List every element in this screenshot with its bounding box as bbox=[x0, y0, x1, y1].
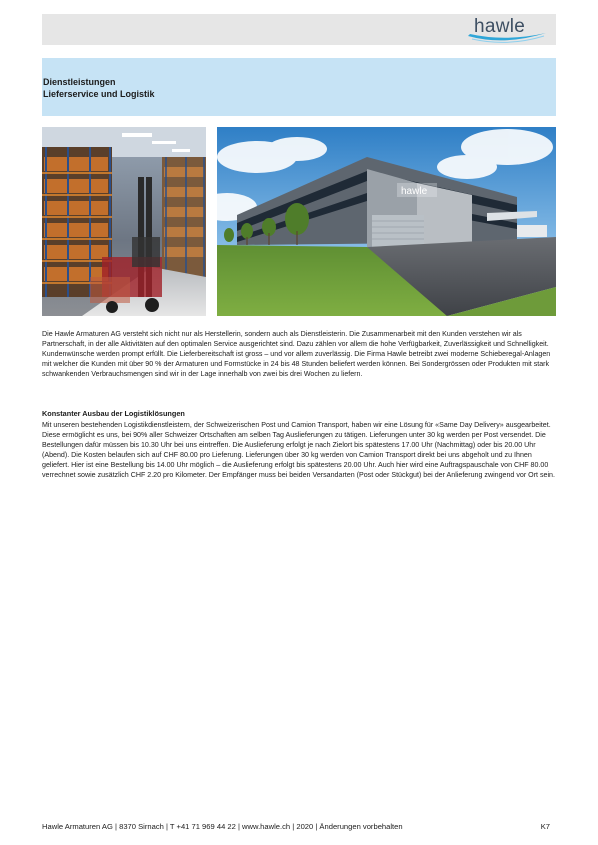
title-box bbox=[42, 58, 556, 116]
section-paragraph: Mit unseren bestehenden Logistikdienstleistern, der Schweizerischen Post und Camion Transport, haben wir eine Lösung für «Same Day Delivery» ausgearbeitet. Diese ermöglicht es uns, bei 90% aller Schweizer Ortschaften am selben Tag Auslieferungen zu tätigen. Lieferungen unter 30 kg werden per Post versendet. Die Bestellungen dafür müssen bis 10.30 Uhr bei uns eintreffen. Die Auslieferung erfolgt je nach Zielort bis spätestens 17.00 Uhr (Nachmittag) oder bis 20.00 Uhr (Abend). Die Kosten belaufen sich auf CHF 80.00 pro Lieferung. Lieferungen über 30 kg werden von Camion Transport direkt bei uns abgeholt und zu Ihnen geliefert. Hier ist eine Bestellung bis 14.00 Uhr möglich – die Auslieferung erfolgt bis spätestens 20.00 Uhr. Auch hier wird eine Auftragspauschale von CHF 80.00 verrechnet sowie zusätzlich CHF 2.20 pro Kilometer. Der Empfänger muss bei beiden Versandarten (Post oder Stückgut) bei der Anlieferung zwingend vor Ort sein. bbox=[42, 421, 555, 479]
warehouse-photo bbox=[42, 127, 206, 316]
hawle-logo bbox=[464, 16, 550, 43]
page-number: K7 bbox=[540, 822, 550, 831]
svg-text:hawle: hawle bbox=[401, 186, 428, 197]
page-header-bar bbox=[42, 14, 556, 45]
section-heading: Konstanter Ausbau der Logistiklösungen bbox=[42, 409, 185, 418]
page-title: Dienstleistungen bbox=[43, 77, 116, 87]
intro-paragraph: Die Hawle Armaturen AG versteht sich nicht nur als Herstellerin, sondern auch als Dienstleisterin. Die Zusammenarbeit mit den Kunden verstehen wir als Partnerschaft, in der alle Aktivitäten auf den optimalen Service ausgerichtet sind. Dazu zählen vor allem die hohe Verfügbarkeit, Zuverlässigkeit und Schnelligkeit. Kundenwünsche werden prompt erfüllt. Die Lieferbereitschaft ist gross – und vor allem zuverlässig. Die Firma Hawle betreibt zwei moderne Schieberegal-Anlagen mit welcher die Kunden mit über 90 % der Armaturen und Formstücke in 24 bis 48 Stunden beliefert werden können. Bei Sondergrössen oder Produkten mit stark schwankenden Verbrauchsmengen sind wir in der Lage innerhalb von zwei bis drei Wochen zu liefern. bbox=[42, 330, 551, 378]
footer-text: Hawle Armaturen AG | 8370 Sirnach | T +41 71 969 44 22 | www.hawle.ch | 2020 | Änderungen vorbehalten bbox=[42, 822, 403, 831]
logo-text: hawle bbox=[474, 16, 526, 37]
building-photo bbox=[217, 127, 556, 316]
page-footer bbox=[42, 822, 556, 831]
page-subtitle: Lieferservice und Logistik bbox=[43, 89, 155, 99]
